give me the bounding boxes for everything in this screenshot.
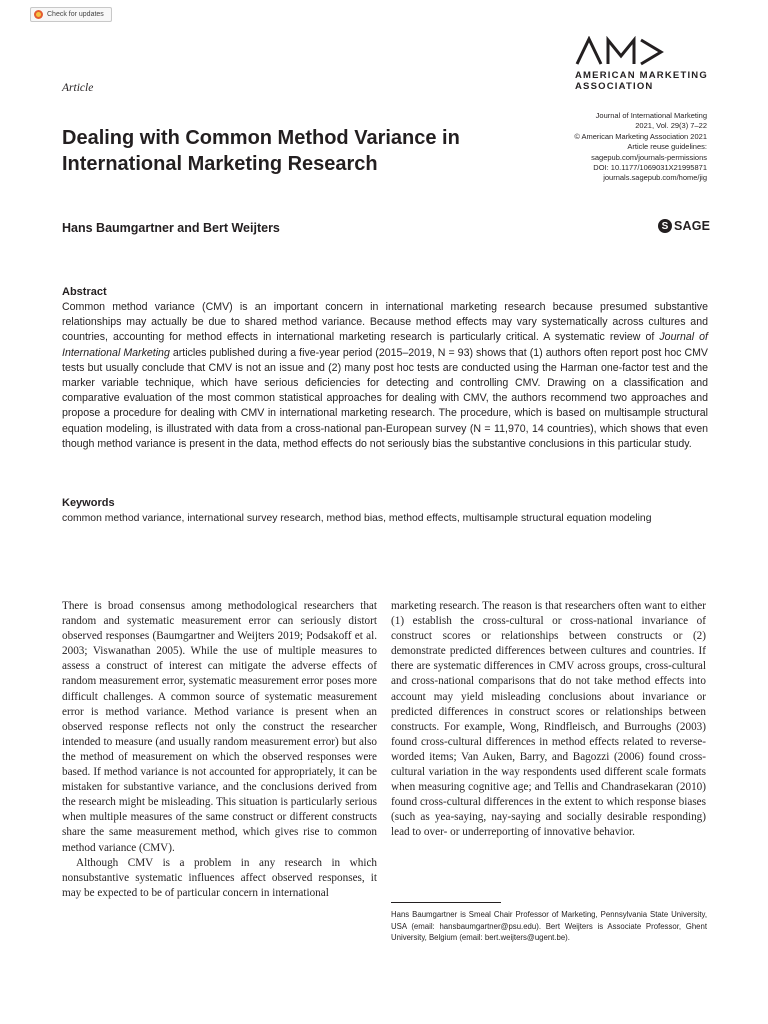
publisher-name-line2: ASSOCIATION [575,81,654,92]
permissions-link[interactable]: sagepub.com/journals-permissions [591,152,707,162]
author-footnote: Hans Baumgartner is Smeal Chair Professor of Marketing, Pennsylvania State University, USA (email: hansbaumgartner@psu.edu). Bert Weijters is Associate Professor, Ghent University, Belgium (email: bert.weijters@ugent.be). [391,910,707,943]
body-paragraph: marketing research. The reason is that researchers often want to either (1) establish the cross-cultural or cross-national invariance of construct scores or relationships between constructs or (2) demonstrate predicted differences between cultures and countries. If there are systematic differences in CMV across groups, cross-cultural and cross-national comparisons that do not take method effects into account may yield misleading conclusions about invariance or predicted differences in construct scores or relationships between constructs. For example, Wong, Rindfleisch, and Burroughs (2003) found cross-cultural differences in method effects related to reverse-worded items; Van Auken, Barry, and Bagozzi (2006) found cross-cultural variation in the way respondents used different scale formats when measuring cognitive age; and Tellis and Chandrasekaran (2010) found cross-cultural differences in the extent to which response biases (such as yea-saying, nay-saying and socially desirable responding) lead to over- or underreporting of innovative behavior. [391,600,706,839]
body-column-right [391,599,706,841]
doi-line[interactable]: DOI: 10.1177/1069031X21995871 [593,163,707,173]
sage-circle-icon: S [658,219,672,233]
body-paragraph: Although CMV is a problem in any research in which nonsubstantive systematic influences affect observed responses, it may be expected to be of particular concern in international [62,856,377,899]
journal-name: Journal of International Marketing [595,111,707,120]
author-list: Hans Baumgartner and Bert Weijters [62,221,280,235]
abstract-heading: Abstract [62,286,107,298]
reuse-guidelines-label: Article reuse guidelines: [627,142,707,152]
body-paragraph: There is broad consensus among methodological researchers that random and systematic measurement error can seriously distort observed responses (Baumgartner and Weijters 2019; Podsakoff et al. 2003; Viswanathan 2005). While the use of multiple measures to assess a construct of interest can mitigate the adverse effects of random measurement error, systematic measurement error poses more difficult challenges. A common source of systematic measurement error is method variance. Method variance is present when an observed response reflects not only the construct the researcher intended to measure (and usually random measurement error) but also the method of measurement on which the observed responses were based. If method variance is not accounted for appropriately, it can be mistaken for substantive variance, and the conclusions derived from the research might be misleading. This situation is particularly serious when multiple measures of the same construct or different constructs share the same measurement method, which gives rise to common method variance (CMV). [62,600,377,854]
keywords-heading: Keywords [62,497,115,509]
check-for-updates-label: Check for updates [47,11,104,18]
abstract-journal-name: Journal of International Marketing [62,331,708,359]
publisher-name-line1: AMERICAN MARKETING [575,70,708,81]
footnote-divider [391,902,501,903]
abstract-text [62,300,708,452]
journal-info [520,111,707,184]
sage-logo-text: SAGE [674,219,711,233]
journal-homepage-link[interactable]: journals.sagepub.com/home/jig [603,173,707,183]
article-title-line1: Dealing with Common Method Variance in [62,127,460,149]
abstract-text-part1: Common method variance (CMV) is an important concern in international marketing research because presumed substantive relationships may actually be due to shared method variance. Because method effects may vary systematically across cultures and countries, accounting for method effects in international marketing research is particularly critical. A systematic review of [62,301,708,344]
ama-logo-mark-icon [575,36,665,66]
abstract-text-part2: articles published during a five-year period (2015–2019, N = 93) shows that (1) authors often report post hoc CMV tests but usually conclude that CMV is not an issue and (2) many post hoc tests are conducted using the Harman one-factor test and the marker variable technique, which have serious deficiencies for detecting and controlling CMV. Drawing on a classification and comparative evaluation of the most common statistical approaches for dealing with CMV, the authors recommend two approaches and propose a procedure for dealing with CMV in international marketing research. The procedure, which is based on multisample structural equation modeling, is illustrated with data from a cross-national pan-European survey (N = 11,970, 14 countries), which shows that even though method variance is present in the data, method effects do not seriously bias the substantive conclusions in this particular study. [62,346,709,450]
article-title-line2: International Marketing Research [62,153,378,175]
sage-logo [658,219,710,233]
check-for-updates-badge[interactable] [30,7,112,22]
article-type-label: Article [62,82,94,94]
article-title [62,125,532,177]
body-column-left [62,599,377,901]
keywords-text: common method variance, international survey research, method bias, method effects, multisample structural equation modeling [62,513,652,524]
journal-volume: 2021, Vol. 29(3) 7–22 [635,121,707,131]
copyright-line: © American Marketing Association 2021 [574,131,707,141]
crossmark-icon [34,10,43,19]
